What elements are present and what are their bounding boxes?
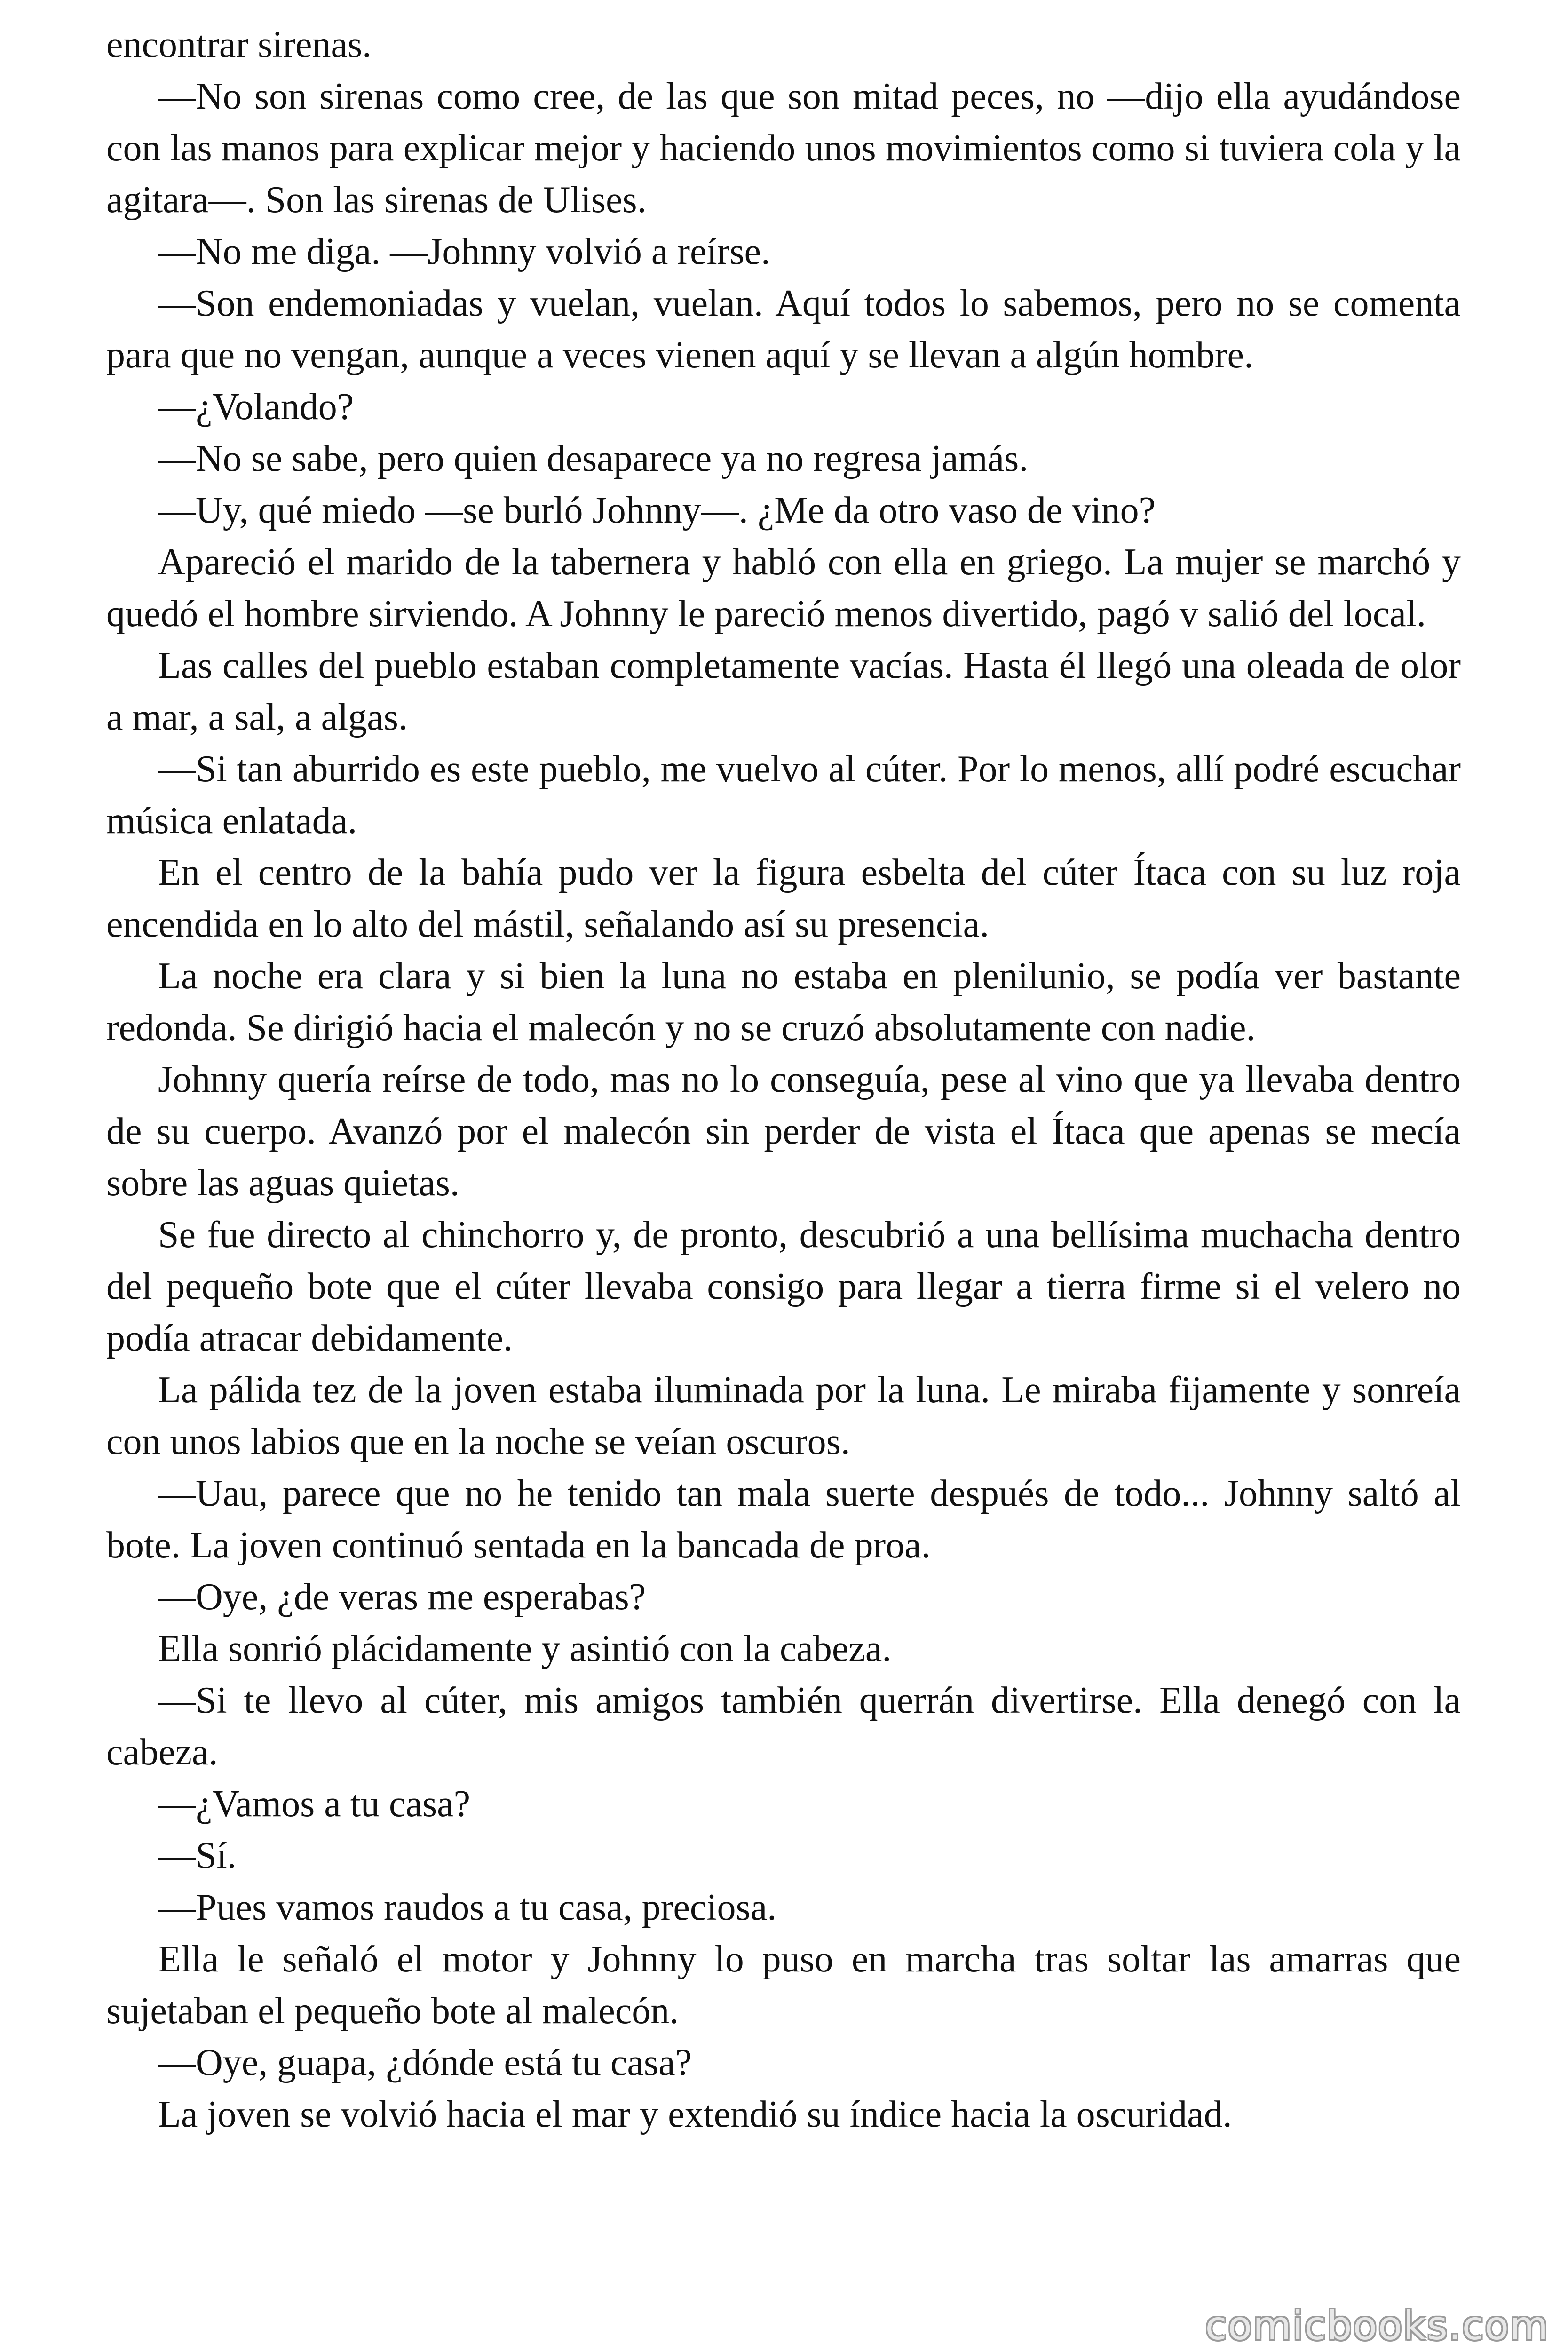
paragraph: —Pues vamos raudos a tu casa, preciosa. (158, 1887, 777, 1928)
paragraph: encontrar sirenas. (106, 24, 372, 65)
paragraph: —Oye, ¿de veras me esperabas? (158, 1576, 646, 1618)
page-body (106, 19, 1461, 2140)
paragraph: En el centro de la bahía pudo ver la figura esbelta del cúter Ítaca con su luz roja encendida en lo alto del mástil, señalando así su presencia. (106, 852, 1461, 945)
paragraph: —Oye, guapa, ¿dónde está tu casa? (158, 2042, 692, 2083)
paragraph: La joven se volvió hacia el mar y extendió su índice hacia la oscuridad. (158, 2094, 1232, 2135)
paragraph: —Si te llevo al cúter, mis amigos también querrán divertirse. Ella denegó con la cabeza. (106, 1680, 1461, 1773)
paragraph: —Uy, qué miedo —se burló Johnny—. ¿Me da otro vaso de vino? (158, 490, 1156, 531)
watermark: comicbooks.com (1205, 2303, 1549, 2349)
paragraph: Ella le señaló el motor y Johnny lo puso en marcha tras soltar las amarras que sujetaban el pequeño bote al malecón. (106, 1939, 1461, 2032)
paragraph: Las calles del pueblo estaban completamente vacías. Hasta él llegó una oleada de olor a mar, a sal, a algas. (106, 645, 1461, 738)
paragraph: —Si tan aburrido es este pueblo, me vuelvo al cúter. Por lo menos, allí podré escuchar música enlatada. (106, 748, 1461, 842)
paragraph: —No me diga. —Johnny volvió a reírse. (158, 231, 770, 272)
paragraph: Ella sonrió plácidamente y asintió con la cabeza. (158, 1628, 892, 1669)
paragraph: —No se sabe, pero quien desaparece ya no regresa jamás. (158, 438, 1029, 479)
paragraph: —¿Volando? (158, 386, 354, 428)
paragraph: —No son sirenas como cree, de las que son mitad peces, no —dijo ella ayudándose con las manos para explicar mejor y haciendo unos movimientos como si tuviera cola y la agitara—. Son las sirenas de Ulises. (106, 76, 1461, 221)
paragraph: Se fue directo al chinchorro y, de pronto, descubrió a una bellísima muchacha dentro del pequeño bote que el cúter llevaba consigo para llegar a tierra firme si el velero no podía atracar debidamente. (106, 1214, 1461, 1359)
paragraph: Apareció el marido de la tabernera y habló con ella en griego. La mujer se marchó y quedó el hombre sirviendo. A Johnny le pareció menos divertido, pagó v salió del local. (106, 541, 1461, 635)
paragraph: La pálida tez de la joven estaba iluminada por la luna. Le miraba fijamente y sonreía con unos labios que en la noche se veían oscuros. (106, 1369, 1461, 1462)
paragraph: La noche era clara y si bien la luna no estaba en plenilunio, se podía ver bastante redonda. Se dirigió hacia el malecón y no se cruzó absolutamente con nadie. (106, 955, 1461, 1049)
paragraph: —Uau, parece que no he tenido tan mala suerte después de todo... Johnny saltó al bote. La joven continuó sentada en la bancada de proa. (106, 1473, 1461, 1566)
paragraph: —Son endemoniadas y vuelan, vuelan. Aquí todos lo sabemos, pero no se comenta para que no vengan, aunque a veces vienen aquí y se llevan a algún hombre. (106, 283, 1461, 376)
paragraph: —Sí. (158, 1835, 237, 1876)
paragraph: —¿Vamos a tu casa? (158, 1783, 471, 1825)
paragraph: Johnny quería reírse de todo, mas no lo conseguía, pese al vino que ya llevaba dentro de su cuerpo. Avanzó por el malecón sin perder de vista el Ítaca que apenas se mecía sobre las aguas quietas. (106, 1059, 1461, 1204)
